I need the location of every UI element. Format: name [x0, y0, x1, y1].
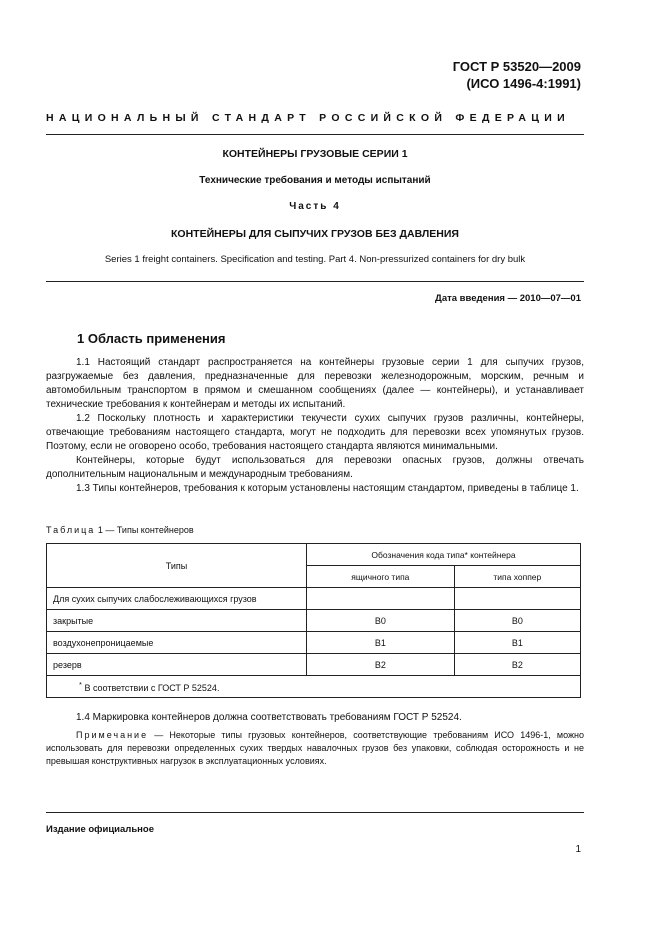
paragraph-1-1: 1.1 Настоящий стандарт распространяется на контейнеры грузовые серии 1 для сыпучих грузов, разгружаемые без давления, предназначенные для перевозки железнодорожным, морским, речным и автомобильным транспортом в прямом и смешанном сообщениях (далее — контейнеры), и устанавливает технические требования к контейнерам и методы их испытаний. — [46, 357, 584, 410]
header-hopper-type: типа хоппер — [454, 566, 580, 588]
note-text: — Некоторые типы грузовых контейнеров, соответствующие требованиям ИСО 1496-1, можно использовать для перевозки определенных сухих твердых навалочных грузов без упаковки, соблюдая осторожность и не превышая конструктивных нагрузок в эксплуатационных условиях. — [46, 730, 584, 766]
table-caption-word: Таблица — [46, 525, 96, 535]
standard-header — [453, 58, 581, 92]
group-row-hopper — [454, 588, 580, 610]
footnote-mark: * — [79, 680, 82, 689]
row-type: воздухонепроницаемые — [47, 632, 307, 654]
standard-number: ГОСТ Р 53520—2009 — [452, 59, 581, 74]
document-subtitle: Технические требования и методы испытаний — [199, 175, 431, 186]
table-row — [47, 654, 581, 676]
row-hopper-code: B1 — [454, 632, 580, 654]
table-caption-text: 1 — Типы контейнеров — [97, 525, 194, 535]
iso-reference: (ИСО 1496-4:1991) — [466, 76, 581, 91]
group-row-label: Для сухих сыпучих слабослеживающихся грузов — [47, 588, 307, 610]
official-edition: Издание официальное — [46, 824, 154, 835]
footnote-text: В соответствии с ГОСТ Р 52524. — [84, 683, 220, 693]
paragraph-dangerous-goods: Контейнеры, которые будут использоваться для перевозки опасных грузов, должны отвечать дополнительным национальным и международным требованиям. — [46, 455, 584, 480]
paragraph-1-3: 1.3 Типы контейнеров, требования к которым установлены настоящим стандартом, приведены в таблице 1. — [76, 483, 579, 494]
national-standard-banner: НАЦИОНАЛЬНЫЙ СТАНДАРТ РОССИЙСКОЙ ФЕДЕРАЦИИ — [46, 112, 570, 124]
title-rule — [46, 281, 584, 282]
paragraph-1-2: 1.2 Поскольку плотность и характеристики текучести сухих сыпучих грузов различны, контейнеры, отвечающие требованиям настоящего стандарта, могут не подходить для перевозки всех упомянутых грузов. Поэтому, если не оговорено особо, требования настоящего стандарта являются минимальными. — [46, 413, 584, 452]
row-type: закрытые — [47, 610, 307, 632]
header-types: Типы — [47, 544, 307, 588]
table-caption — [46, 525, 194, 535]
row-box-code: B0 — [307, 610, 455, 632]
header-rule — [46, 134, 584, 135]
row-type: резерв — [47, 654, 307, 676]
document-title: КОНТЕЙНЕРЫ ГРУЗОВЫЕ СЕРИИ 1 — [222, 148, 408, 160]
row-box-code: B2 — [307, 654, 455, 676]
group-row-box — [307, 588, 455, 610]
table-row — [47, 632, 581, 654]
part-label: Часть 4 — [289, 201, 341, 212]
note-label: Примечание — [76, 730, 149, 740]
paragraph-1-4: 1.4 Маркировка контейнеров должна соответствовать требованиям ГОСТ Р 52524. — [76, 712, 462, 723]
page-number: 1 — [575, 844, 581, 855]
container-types-table — [46, 543, 581, 698]
row-box-code: B1 — [307, 632, 455, 654]
table-footnote — [47, 676, 581, 698]
row-hopper-code: B0 — [454, 610, 580, 632]
row-hopper-code: B2 — [454, 654, 580, 676]
footer-rule — [46, 812, 584, 813]
introduction-date: Дата введения — 2010—07—01 — [435, 293, 581, 304]
table-row — [47, 610, 581, 632]
section-heading: 1 Область применения — [77, 331, 226, 346]
english-title: Series 1 freight containers. Specification and testing. Part 4. Non-pressurized containers for dry bulk — [104, 254, 526, 265]
header-box-type: ящичного типа — [307, 566, 455, 588]
part-title: КОНТЕЙНЕРЫ ДЛЯ СЫПУЧИХ ГРУЗОВ БЕЗ ДАВЛЕНИЯ — [171, 228, 459, 240]
header-codes: Обозначения кода типа* контейнера — [307, 544, 581, 566]
note — [46, 729, 584, 768]
